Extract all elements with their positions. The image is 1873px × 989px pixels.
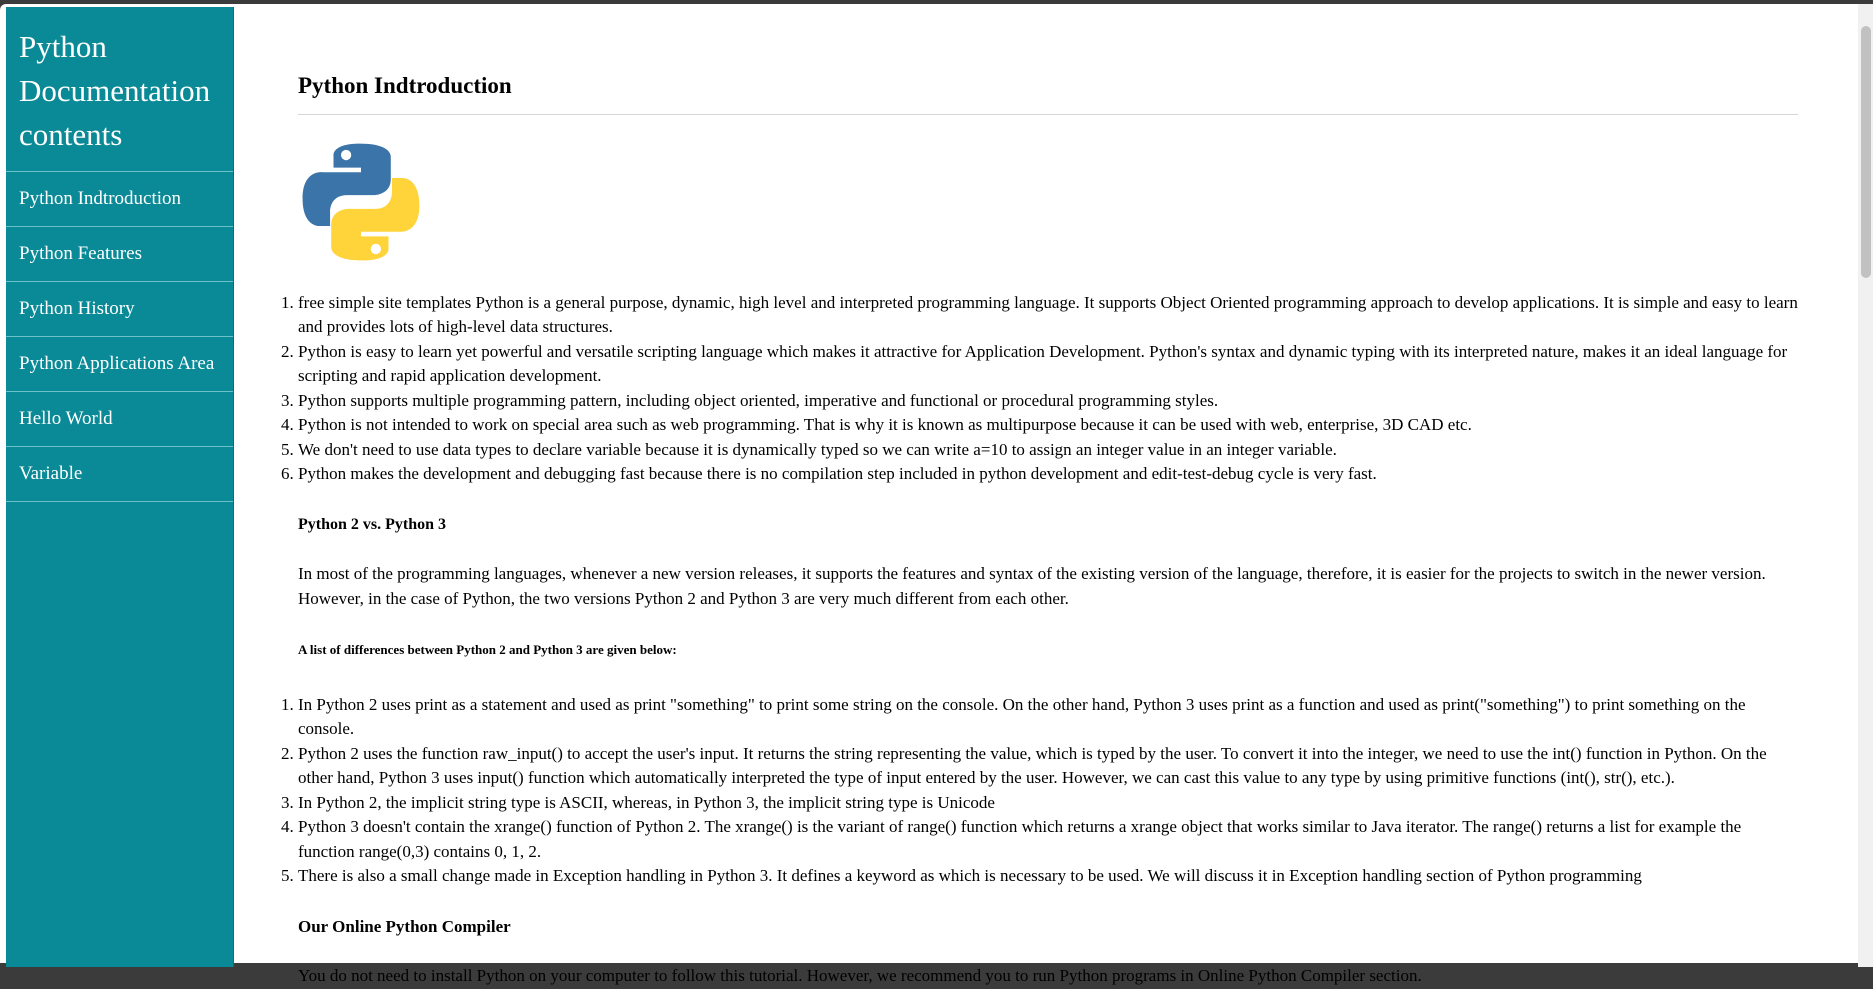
section-paragraph: In most of the programming languages, whenever a new version releases, it supports the features and syntax of the existing version of the language, therefore, it is easier for the projects to switch in the newer version. However, in the case of Python, the two versions Python 2 and Python 3 are very much different from each other. xyxy=(298,564,1766,608)
compiler-paragraph: You do not need to install Python on your computer to follow this tutorial. However, we recommend you to run Python programs in Online Python Compiler section. xyxy=(298,966,1422,985)
sidebar-item-python-history[interactable]: Python History xyxy=(6,282,233,337)
page-title: Python Indtroduction xyxy=(298,74,1798,115)
list-item: 4. Python 3 doesn't contain the xrange() function of Python 2. The xrange() is the variant of range() function which returns a xrange object that works similar to Java iterator. The range() returns a list for example the function range(0,3) contains 0, 1, 2. xyxy=(298,815,1798,864)
python-logo-icon xyxy=(298,139,424,265)
list-item: 1. free simple site templates Python is a general purpose, dynamic, high level and interpreted programming language. It supports Object Oriented programming approach to develop applications. It is simple and easy to learn and provides lots of high-level data structures. xyxy=(298,291,1798,340)
list-item: 6. Python makes the development and debugging fast because there is no compilation step included in python development and edit-test-debug cycle is very fast. xyxy=(298,462,1798,487)
sidebar-item-python-introduction[interactable]: Python Indtroduction xyxy=(6,172,233,227)
differences-list xyxy=(281,693,1798,889)
list-item: 1. In Python 2 uses print as a statement and used as print "something" to print some string on the console. On the other hand, Python 3 uses print as a function and used as print("something") to print something on the console. xyxy=(298,693,1798,742)
compiler-heading: Our Online Python Compiler xyxy=(298,916,511,936)
list-item: 2. Python is easy to learn yet powerful and versatile scripting language which makes it attractive for Application Development. Python's syntax and dynamic typing with its interpreted nature, makes it an ideal language for scripting and rapid application development. xyxy=(298,340,1798,389)
scrollbar-thumb[interactable] xyxy=(1861,26,1871,278)
list-item: 3. In Python 2, the implicit string type is ASCII, whereas, in Python 3, the implicit string type is Unicode xyxy=(298,791,1798,816)
list-item: 2. Python 2 uses the function raw_input() to accept the user's input. It returns the string representing the value, which is typed by the user. To convert it into the integer, we need to use the int() function in Python. On the other hand, Python 3 uses input() function which automatically interpreted the type of input entered by the user. However, we can cast this value to any type by using primitive functions (int(), str(), etc.). xyxy=(298,742,1798,791)
main-content xyxy=(298,4,1798,989)
differences-heading: A list of differences between Python 2 and Python 3 are given below: xyxy=(298,642,677,657)
sidebar-item-variable[interactable]: Variable xyxy=(6,447,233,502)
sidebar-nav xyxy=(6,172,233,502)
list-item: 3. Python supports multiple programming pattern, including object oriented, imperative and functional or procedural programming styles. xyxy=(298,389,1798,414)
section-heading-python2-vs-python3: Python 2 vs. Python 3 xyxy=(298,515,447,533)
sidebar-item-python-applications-area[interactable]: Python Applications Area xyxy=(6,337,233,392)
vertical-scrollbar[interactable] xyxy=(1858,4,1873,967)
sidebar-item-hello-world[interactable]: Hello World xyxy=(6,392,233,447)
browser-window xyxy=(0,4,1873,985)
list-item: 5. There is also a small change made in Exception handling in Python 3. It defines a keyword as which is necessary to be used. We will discuss it in Exception handling section of Python programming xyxy=(298,864,1798,889)
sidebar-item-python-features[interactable]: Python Features xyxy=(6,227,233,282)
sidebar-title: Python Documentation contents xyxy=(6,7,233,172)
sidebar xyxy=(6,7,234,967)
list-item: 5. We don't need to use data types to declare variable because it is dynamically typed so we can write a=10 to assign an integer value in an integer variable. xyxy=(298,438,1798,463)
list-item: 4. Python is not intended to work on special area such as web programming. That is why it is known as multipurpose because it can be used with web, enterprise, 3D CAD etc. xyxy=(298,413,1798,438)
intro-list xyxy=(281,291,1798,487)
